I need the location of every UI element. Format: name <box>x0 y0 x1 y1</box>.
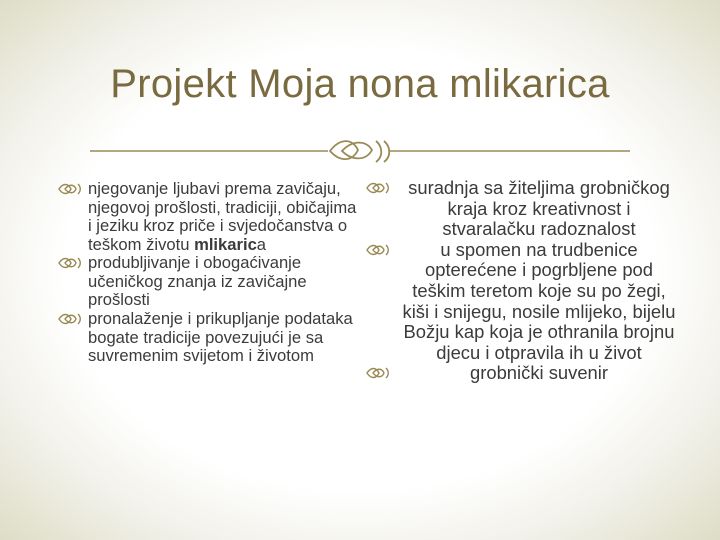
list-item <box>58 254 358 310</box>
list-item-text: pronalaženje i prikupljanje podataka bogate tradicije povezujući je sa suvremenim svijetom i životom <box>88 309 353 366</box>
floral-bullet-icon <box>58 182 82 196</box>
floral-bullet-icon <box>58 256 82 270</box>
list-item <box>366 178 676 240</box>
list-item-text: njegovanje ljubavi prema zavičaju, njegovoj prošlosti, tradiciji, običajima i jeziku kroz priče i svjedočanstva o teškom životu <box>88 179 357 254</box>
title-divider <box>90 136 630 164</box>
floral-bullet-icon <box>366 366 390 380</box>
list-item <box>366 240 676 364</box>
right-bullet-list <box>366 178 676 384</box>
floral-bullet-icon <box>366 243 390 257</box>
list-item-bold-text: mlikaric <box>194 234 257 254</box>
left-bullet-list <box>58 180 358 366</box>
list-item <box>58 180 358 254</box>
floral-ornament-icon <box>90 136 630 164</box>
list-item-text: grobnički suvenir <box>470 362 608 384</box>
floral-bullet-icon <box>366 181 390 195</box>
list-item <box>366 363 676 384</box>
list-item <box>58 310 358 366</box>
list-item-text: suradnja sa žiteljima grobničkog kraja kroz kreativnost i stvaralačku radoznalost <box>408 177 670 240</box>
floral-bullet-icon <box>58 312 82 326</box>
list-item-text: u spomen na trudbenice opterećene i pogrbljene pod teškim teretom koje su po žegi, kiši i snijegu, nosile mlijeko, bijelu Božju kap koja je othranila brojnu djecu i otpravila ih u život <box>402 238 676 363</box>
list-item-tail-text: a <box>256 234 267 254</box>
slide-title: Projekt Moja nona mlikarica <box>110 62 610 106</box>
list-item-text: produbljivanje i obogaćivanje učeničkog znanja iz zavičajne prošlosti <box>88 253 307 310</box>
